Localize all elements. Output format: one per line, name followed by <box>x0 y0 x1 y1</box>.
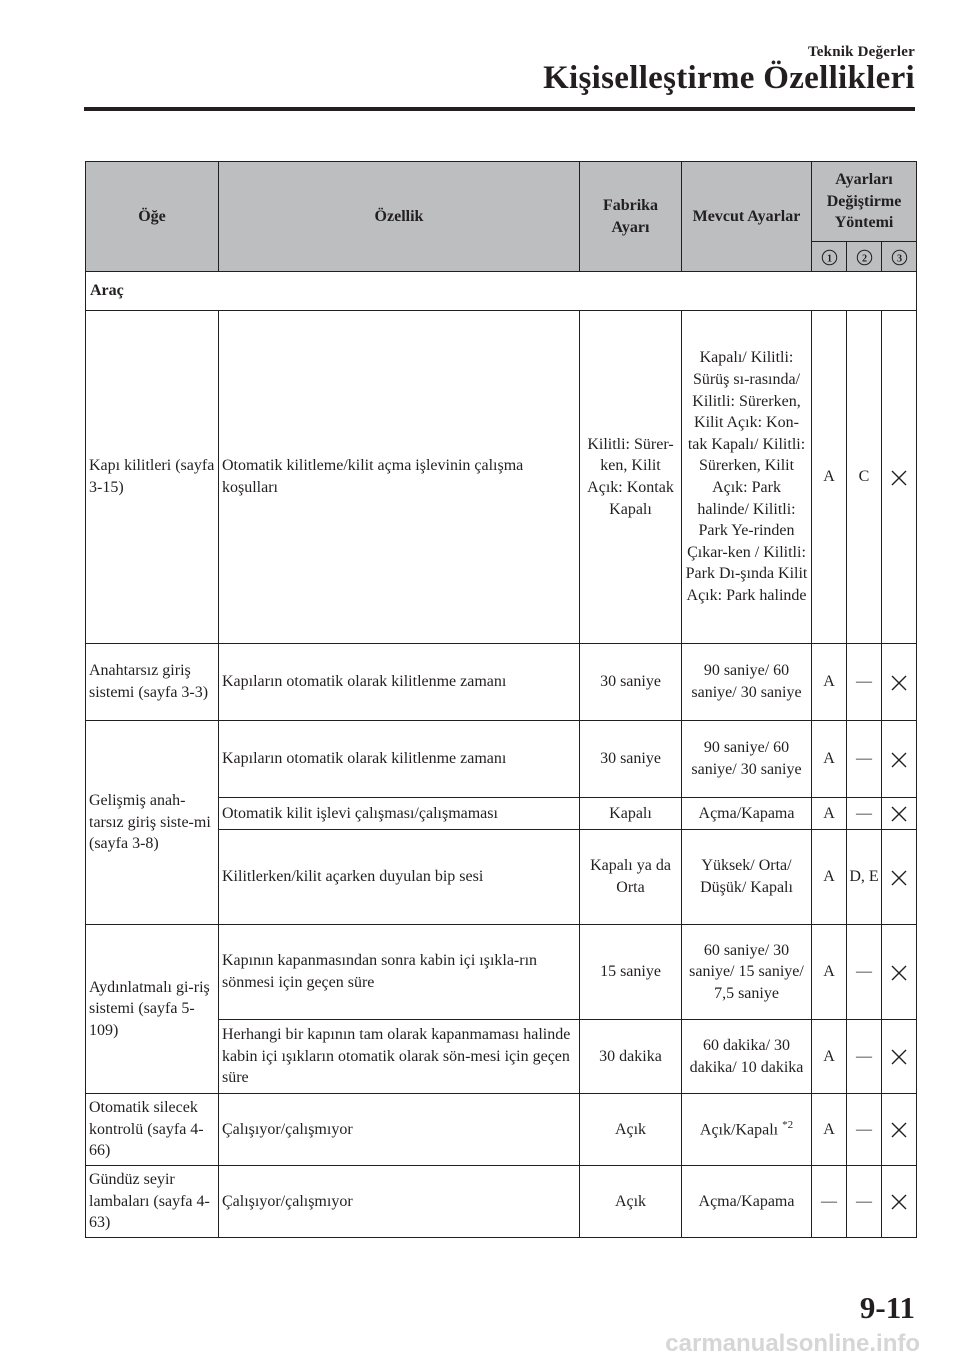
column-header-feature: Özellik <box>219 162 580 272</box>
section-heading: Teknik Değerler <box>807 44 915 60</box>
not-applicable-icon <box>891 675 907 691</box>
customization-table <box>85 161 917 1238</box>
page-title: Kişiselleştirme Özellikleri <box>543 60 915 96</box>
item-cell: Aydınlatmalı gi-riş sistemi (sayfa 5-109) <box>86 925 219 1094</box>
factory-cell: 15 saniye <box>580 925 682 1020</box>
item-cell: Gelişmiş anah-tarsız giriş siste-mi (sayfa 3-8) <box>86 721 219 925</box>
not-applicable-icon <box>891 1122 907 1138</box>
item-cell: Gündüz seyir lambaları (sayfa 4-63) <box>86 1166 219 1238</box>
page-number: 9-11 <box>859 1290 915 1325</box>
not-applicable-icon <box>891 1194 907 1210</box>
factory-cell: 30 saniye <box>580 644 682 721</box>
method-3-cell <box>882 721 917 798</box>
method-number-2-label: 2 <box>861 252 867 264</box>
table-row <box>86 644 917 721</box>
method-2-cell: — <box>847 925 882 1020</box>
method-3-cell <box>882 1020 917 1094</box>
available-cell: Açma/Kapama <box>682 1166 812 1238</box>
feature-cell: Kapıların otomatik olarak kilitlenme zamanı <box>219 721 580 798</box>
available-value: Açık/Kapalı <box>699 1121 779 1139</box>
feature-cell: Çalışıyor/çalışmıyor <box>219 1166 580 1238</box>
table-row <box>86 311 917 644</box>
table-row <box>86 925 917 1020</box>
feature-cell: Otomatik kilitleme/kilit açma işlevinin çalışma koşulları <box>219 311 580 644</box>
method-3-cell <box>882 830 917 925</box>
method-1-cell: A <box>812 721 847 798</box>
section-label: Araç <box>86 272 917 311</box>
column-header-factory-setting: Fabrika Ayarı <box>580 162 682 272</box>
available-cell: 90 saniye/ 60 saniye/ 30 saniye <box>682 644 812 721</box>
circled-number-2-icon <box>856 249 873 266</box>
not-applicable-icon <box>891 1049 907 1065</box>
method-1-cell: — <box>812 1166 847 1238</box>
header-divider <box>84 107 915 111</box>
table-header-row <box>86 162 917 242</box>
available-cell <box>682 1094 812 1166</box>
available-cell: Yüksek/ Orta/ Düşük/ Kapalı <box>682 830 812 925</box>
not-applicable-icon <box>891 870 907 886</box>
available-cell: 90 saniye/ 60 saniye/ 30 saniye <box>682 721 812 798</box>
available-cell: 60 saniye/ 30 saniye/ 15 saniye/ 7,5 saniye <box>682 925 812 1020</box>
method-number-2 <box>847 242 882 272</box>
method-2-cell: — <box>847 798 882 830</box>
method-number-1-label: 1 <box>826 252 832 264</box>
method-2-cell: D, E <box>847 830 882 925</box>
feature-cell: Herhangi bir kapının tam olarak kapanmaması halinde kabin içi ışıkların otomatik olarak sön-mesi için geçen süre <box>219 1020 580 1094</box>
feature-cell: Çalışıyor/çalışmıyor <box>219 1094 580 1166</box>
available-cell: Kapalı/ Kilitli: Sürüş sı-rasında/ Kilitli: Sürerken, Kilit Açık: Kon-tak Kapalı/ Kilitli: Sürerken, Kilit Açık: Park halinde/ Kilitli: Park Ye-rinden Çıkar-ken / Kilitli: Park Dı-şında Kilit Açık: Park halinde <box>682 311 812 644</box>
footnote-marker: *2 <box>782 1119 794 1132</box>
method-1-cell: A <box>812 311 847 644</box>
watermark: carmanualsonline.info <box>665 1330 920 1357</box>
circled-number-1-icon <box>821 249 838 266</box>
table-row <box>86 1166 917 1238</box>
not-applicable-icon <box>891 470 907 486</box>
not-applicable-icon <box>891 965 907 981</box>
method-3-cell <box>882 925 917 1020</box>
available-cell: Açma/Kapama <box>682 798 812 830</box>
column-header-change-method: Ayarları Değiştirme Yöntemi <box>812 162 917 242</box>
item-cell: Otomatik silecek kontrolü (sayfa 4-66) <box>86 1094 219 1166</box>
table-row <box>86 1094 917 1166</box>
not-applicable-icon <box>891 806 907 822</box>
factory-cell: 30 dakika <box>580 1020 682 1094</box>
method-1-cell: A <box>812 1094 847 1166</box>
factory-cell: Kapalı <box>580 798 682 830</box>
feature-cell: Kapının kapanmasından sonra kabin içi ışıkla-rın sönmesi için geçen süre <box>219 925 580 1020</box>
method-3-cell <box>882 311 917 644</box>
factory-cell: Kilitli: Sürer-ken, Kilit Açık: Kontak Kapalı <box>580 311 682 644</box>
available-cell: 60 dakika/ 30 dakika/ 10 dakika <box>682 1020 812 1094</box>
factory-cell: 30 saniye <box>580 721 682 798</box>
method-3-cell <box>882 1094 917 1166</box>
column-header-available-settings: Mevcut Ayarlar <box>682 162 812 272</box>
section-row-vehicle <box>86 272 917 311</box>
method-3-cell <box>882 1166 917 1238</box>
column-header-item: Öğe <box>86 162 219 272</box>
circled-number-3-icon <box>891 249 908 266</box>
method-1-cell: A <box>812 798 847 830</box>
method-number-3 <box>882 242 917 272</box>
feature-cell: Kilitlerken/kilit açarken duyulan bip sesi <box>219 830 580 925</box>
method-2-cell: — <box>847 1094 882 1166</box>
item-cell: Anahtarsız giriş sistemi (sayfa 3-3) <box>86 644 219 721</box>
not-applicable-icon <box>891 752 907 768</box>
method-number-3-label: 3 <box>896 252 902 264</box>
factory-cell: Açık <box>580 1094 682 1166</box>
method-number-1 <box>812 242 847 272</box>
table-row <box>86 721 917 798</box>
method-1-cell: A <box>812 830 847 925</box>
method-2-cell: C <box>847 311 882 644</box>
factory-cell: Açık <box>580 1166 682 1238</box>
method-3-cell <box>882 798 917 830</box>
method-2-cell: — <box>847 1166 882 1238</box>
method-1-cell: A <box>812 1020 847 1094</box>
method-2-cell: — <box>847 1020 882 1094</box>
method-1-cell: A <box>812 644 847 721</box>
item-cell: Kapı kilitleri (sayfa 3-15) <box>86 311 219 644</box>
method-2-cell: — <box>847 644 882 721</box>
method-2-cell: — <box>847 721 882 798</box>
method-3-cell <box>882 644 917 721</box>
method-1-cell: A <box>812 925 847 1020</box>
feature-cell: Kapıların otomatik olarak kilitlenme zamanı <box>219 644 580 721</box>
factory-cell: Kapalı ya da Orta <box>580 830 682 925</box>
feature-cell: Otomatik kilit işlevi çalışması/çalışmaması <box>219 798 580 830</box>
